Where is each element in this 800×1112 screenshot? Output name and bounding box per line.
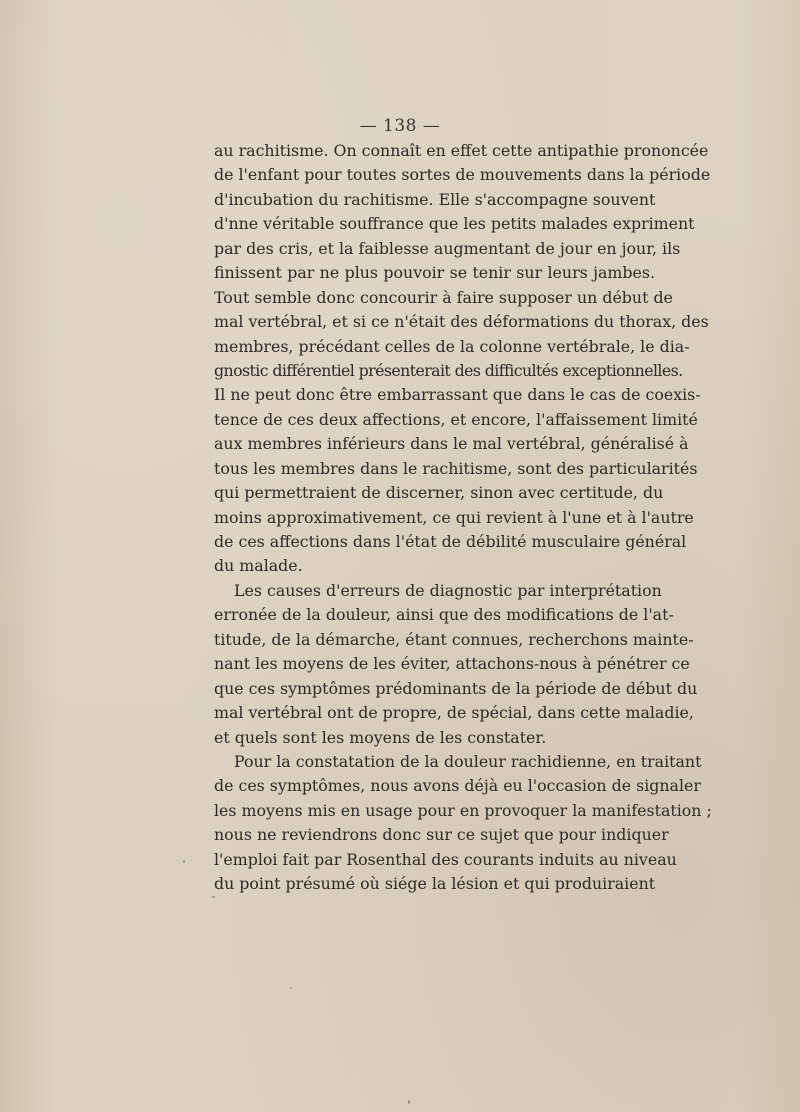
text-line: erronée de la douleur, ainsi que des modifications de l'at- (214, 605, 674, 625)
text-line: mal vertébral, et si ce n'était des déformations du thorax, des (214, 312, 709, 332)
body-text (214, 139, 712, 897)
paper-speck (183, 860, 185, 863)
text-line: d'incubation du rachitisme. Elle s'accompagne souvent (214, 189, 656, 209)
text-line: tence de ces deux affections, et encore, l'affaissement limité (214, 409, 698, 429)
text-line: nous ne reviendrons donc sur ce sujet que pour indiquer (214, 825, 669, 845)
text-line: Tout semble donc concourir à faire supposer un début de (214, 287, 673, 307)
text-line: gnostic différentiel présenterait des difficultés exceptionnelles. (214, 360, 683, 380)
text-line: au rachitisme. On connaît en effet cette antipathie prononcée (214, 141, 709, 160)
paper-speck (408, 1100, 410, 1104)
text-line: que ces symptômes prédominants de la période de début du (214, 678, 698, 698)
text-line: qui permettraient de discerner, sinon avec certitude, du (214, 483, 664, 503)
text-line: les moyens mis en usage pour en provoquer la manifestation ; (214, 800, 712, 820)
paper-speck (212, 896, 215, 898)
text-line: moins approximativement, ce qui revient à l'une et à l'autre (214, 507, 694, 527)
text-line: de ces affections dans l'état de débilité musculaire général (214, 532, 687, 551)
text-line: du malade. (214, 556, 303, 576)
text-line: titude, de la démarche, étant connues, recherchons mainte- (214, 629, 694, 649)
text-line: Pour la constatation de la douleur rachidienne, en traitant (234, 751, 702, 771)
paper-speck (290, 987, 292, 989)
text-line: de ces symptômes, nous avons déjà eu l'occasion de signaler (214, 776, 701, 796)
text-line: l'emploi fait par Rosenthal des courants induits au niveau (214, 849, 677, 869)
text-line: aux membres inférieurs dans le mal vertébral, généralisé à (214, 434, 689, 454)
text-line: de l'enfant pour toutes sortes de mouvements dans la période (214, 165, 711, 185)
text-line: membres, précédant celles de la colonne vertébrale, le dia- (214, 336, 690, 356)
text-line: tous les membres dans le rachitisme, sont des particularités (214, 458, 698, 478)
text-line: et quels sont les moyens de les constater. (214, 727, 547, 747)
text-line: mal vertébral ont de propre, de spécial, dans cette maladie, (214, 703, 694, 723)
text-line: d'nne véritable souffrance que les petits malades expriment (214, 214, 695, 234)
text-line: du point présumé où siége la lésion et qui produiraient (214, 874, 656, 894)
page-number: — 138 — (359, 116, 441, 136)
text-line: par des cris, et la faiblesse augmentant de jour en jour, ils (214, 238, 681, 258)
text-line: Il ne peut donc être embarrassant que dans le cas de coexis- (214, 385, 701, 405)
text-line: nant les moyens de les éviter, attachons-nous à pénétrer ce (214, 654, 690, 674)
text-line: finissent par ne plus pouvoir se tenir sur leurs jambes. (214, 263, 655, 283)
text-line: Les causes d'erreurs de diagnostic par interprétation (234, 580, 662, 600)
